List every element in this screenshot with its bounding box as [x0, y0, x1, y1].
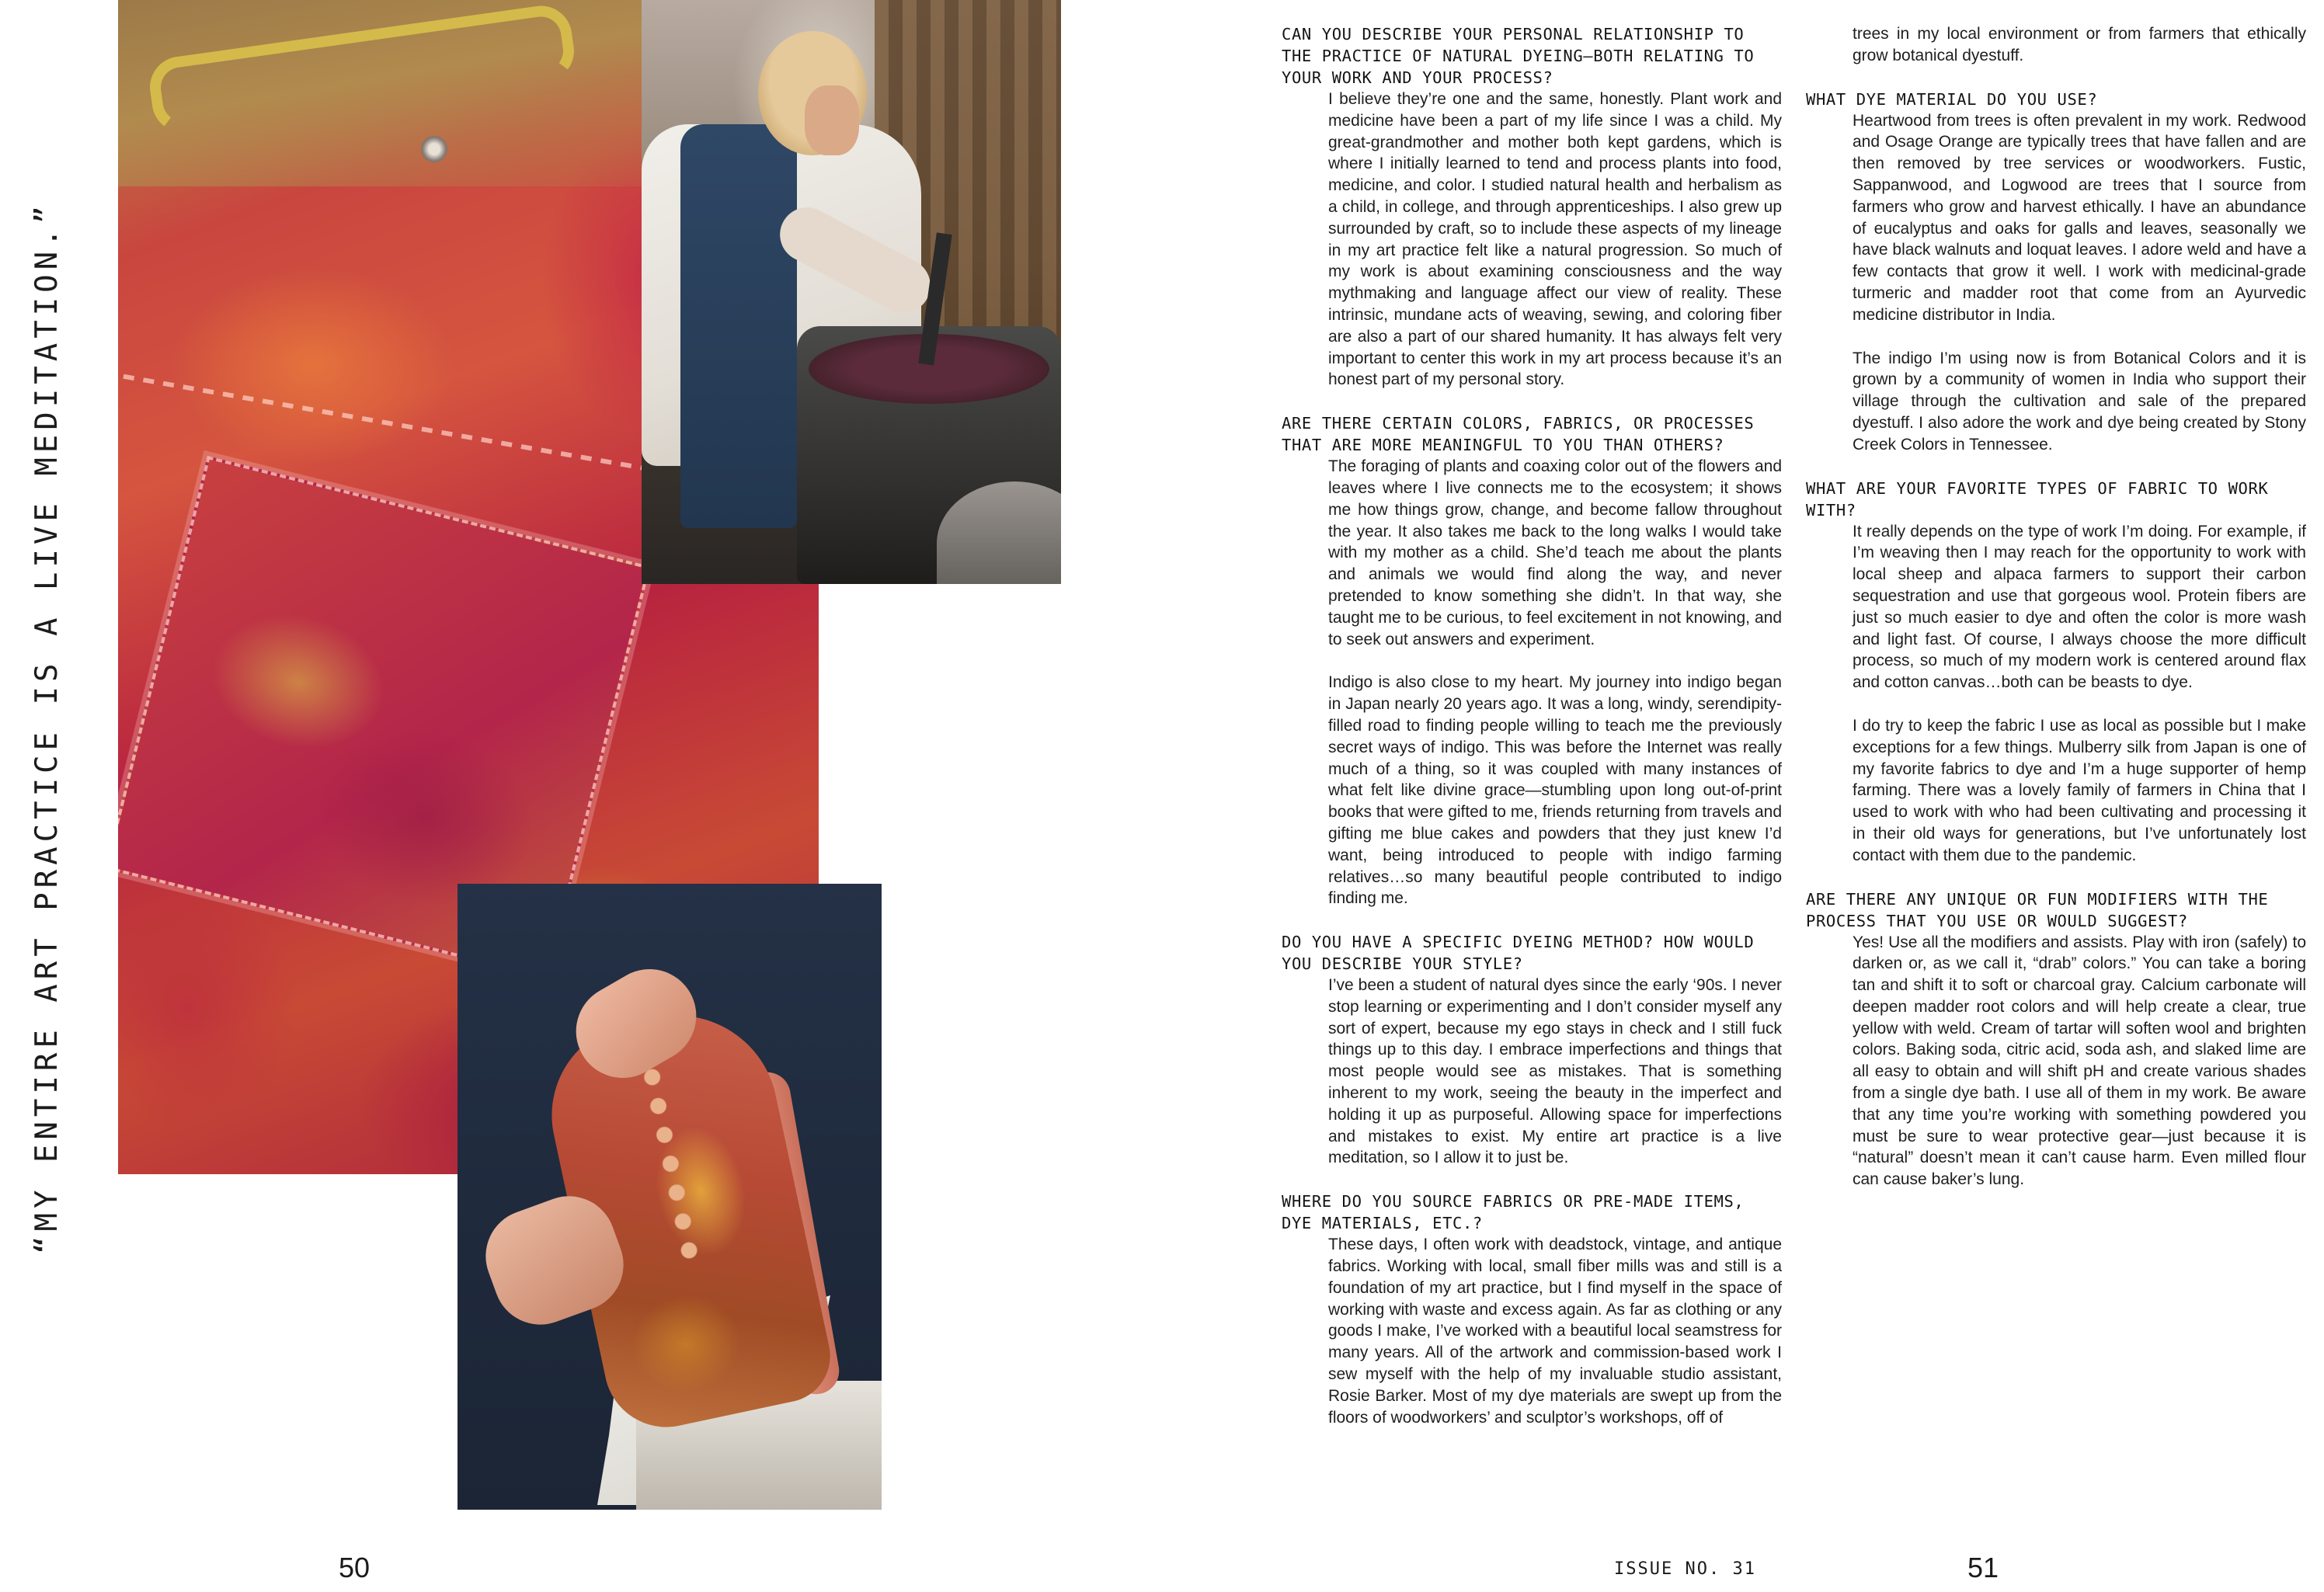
- interview-question: DO YOU HAVE A SPECIFIC DYEING METHOD? HOW WOULD YOU DESCRIBE YOUR STYLE?: [1282, 933, 1755, 974]
- interview-answer: I’ve been a student of natural dyes since the early ‘90s. I never stop learning or experimenting and I don’t consider myself any sort of expert, because my ego stays in check and I still fuck things up to this day. I embrace imperfections and things that most people would see as mistakes. That is something inherent to my work, seeing the beauty in the imperfect and holding it up as purposeful. Allowing space for imperfections and mistakes to exist. My entire art practice is a live meditation, so I allow it to just be.: [1328, 976, 1782, 1167]
- issue-label: ISSUE NO. 31: [1614, 1559, 1756, 1579]
- pull-quote: “MY ENTIRE ART PRACTICE IS A LIVE MEDITATION.”: [30, 200, 64, 1254]
- interview-answer: The foraging of plants and coaxing color out of the flowers and leaves where I live connects me to the ecosystem; it shows me how things grow, change, and become fallow throughout the year. It also takes me back to the long walks I would take with my mother as a child. She’d teach me about the plants and animals we would find along the way, and never pretended to know something she didn’t. In that way, she taught me to be curious, to feel excitement in not knowing, and to seek out answers and experiment.: [1328, 457, 1782, 648]
- interview-question: WHAT ARE YOUR FAVORITE TYPES OF FABRIC TO WORK WITH?: [1806, 478, 2269, 520]
- interview-answer: The indigo I’m using now is from Botanical Colors and it is grown by a community of women in India who support their village through the cultivation and sale of the prepared dyestuff. I also adore the work and dye being created by Stony Creek Colors in Tennessee.: [1853, 349, 2306, 454]
- interview-answer: These days, I often work with deadstock, vintage, and antique fabrics. Working with local, small fiber mills was and still is a foundation of my art practice, but I find myself in the space of working with waste and excess again. As far as clothing or any goods I make, I’ve worked with a beautiful local seamstress for many years. All of the artwork and commission-based work I sew myself with the help of my invaluable studio assistant, Rosie Barker. Most of my dye materials are swept up from the floors of woodworkers’ and sculptor’s workshops, off of: [1328, 1236, 1782, 1427]
- interview-question: WHERE DO YOU SOURCE FABRICS OR PRE-MADE ITEMS, DYE MATERIALS, ETC.?: [1282, 1192, 1745, 1233]
- photo-dyer-stirring-pot: [642, 0, 1061, 584]
- interview-question: WHAT DYE MATERIAL DO YOU USE?: [1806, 89, 2098, 109]
- face: [805, 85, 859, 155]
- photo-dyed-sneaker: [457, 884, 882, 1510]
- interview-question: CAN YOU DESCRIBE YOUR PERSONAL RELATIONSHIP TO THE PRACTICE OF NATURAL DYEING—BOTH RELATING TO YOUR WORK AND YOUR PROCESS?: [1282, 25, 1755, 87]
- interview-question: ARE THERE ANY UNIQUE OR FUN MODIFIERS WITH THE PROCESS THAT YOU USE OR WOULD SUGGEST?: [1806, 889, 2269, 930]
- denim-apron: [680, 124, 797, 528]
- text-column-1: [1282, 23, 1782, 1428]
- interview-answer-continued: trees in my local environment or from farmers that ethically grow botanical dyestuff.: [1853, 25, 2306, 64]
- interview-answer: I do try to keep the fabric I use as local as possible but I make exceptions for a few things. Mulberry silk from Japan is one of my favorite fabrics to dye and I’m a huge supporter of hemp farming. There was a lovely family of farmers in China that I used to work with who had been cultivating and processing it in their old ways for generations, but I’ve unfortunately lost contact with them due to the pandemic.: [1853, 716, 2306, 864]
- denim-rivet: [421, 136, 447, 162]
- text-column-2: [1806, 23, 2306, 1191]
- page-number-right: 51: [1967, 1552, 1999, 1583]
- interview-answer: Yes! Use all the modifiers and assists. Play with iron (safely) to darken or, as we call it, “drab” colors.” You can take a boring tan and shift it to soft or charcoal gray. Calcium carbonate will deepen madder root colors and will help create a clear, true yellow with weld. Cream of tartar will soften wool and brighten colors. Baking soda, citric acid, soda ash, and slaked lime are all easy to obtain and will shift pH and create various shades from a single dye bath. I use all of them in my work. Be aware that any time you’re working with something powdered you must be sure to wear protective gear—just because it is “natural” doesn’t mean it can’t cause harm. Even milled flour can cause baker’s lung.: [1853, 933, 2306, 1189]
- interview-answer: Indigo is also close to my heart. My journey into indigo began in Japan nearly 20 years ago. It was a long, windy, serendipity-filled road to finding people willing to teach me the previously secret ways of indigo. This was before the Internet was really much of a thing, so it was coupled with many instances of what felt like divine grace—stumbling upon long out-of-print books that were gifted to me, friends returning from travels and gifting me blue cakes and powders that they just knew I’d want, being introduced to people with indigo farming relatives…so many beautiful people contributed to indigo finding me.: [1328, 673, 1782, 908]
- page-number-left: 50: [339, 1552, 371, 1583]
- interview-answer: Heartwood from trees is often prevalent in my work. Redwood and Osage Orange are typically trees that have fallen and are then removed by tree services or woodworkers. Fustic, Sappanwood, and Logwood are trees that I source from farmers who grow and harvest ethically. I have an abundance of eucalyptus and oaks for galls and leaves, seasonally we have black walnuts and loquat leaves. I adore weld and have a few contacts that grow it well. I work with medicinal-grade turmeric and madder root that come from an Ayurvedic medicine distributor in India.: [1853, 111, 2306, 324]
- interview-answer: It really depends on the type of work I’m doing. For example, if I’m weaving then I may reach for the opportunity to work with local sheep and alpaca farmers to support their carbon sequestration and use that gorgeous wool. Protein fibers are just so much easier to dye and often the color is more wash and light fast. Of course, I always choose the more difficult process, so much of my modern work is centered around flax and cotton canvas…both can be beasts to dye.: [1853, 522, 2306, 692]
- interview-question: ARE THERE CERTAIN COLORS, FABRICS, OR PROCESSES THAT ARE MORE MEANINGFUL TO YOU THAN OTHERS?: [1282, 414, 1755, 455]
- interview-answer: I believe they’re one and the same, honestly. Plant work and medicine have been a part of my life since I was a child. My great-grandmother and mother both kept gardens, which is where I initially learned to tend and process plants into food, medicine, and color. I studied natural health and herbalism as a child, in college, and through apprenticeships. I also grew up surrounded by craft, so to include these aspects of my lineage in my art practice felt like a natural progression. So much of my work is about examining consciousness and the way mythmaking and language affect our view of reality. These intrinsic, mundane acts of weaving, sewing, and coloring fiber are also a part of our shared humanity. It has always felt very important to center this work in my art process because it’s an honest part of my personal story.: [1328, 90, 1782, 389]
